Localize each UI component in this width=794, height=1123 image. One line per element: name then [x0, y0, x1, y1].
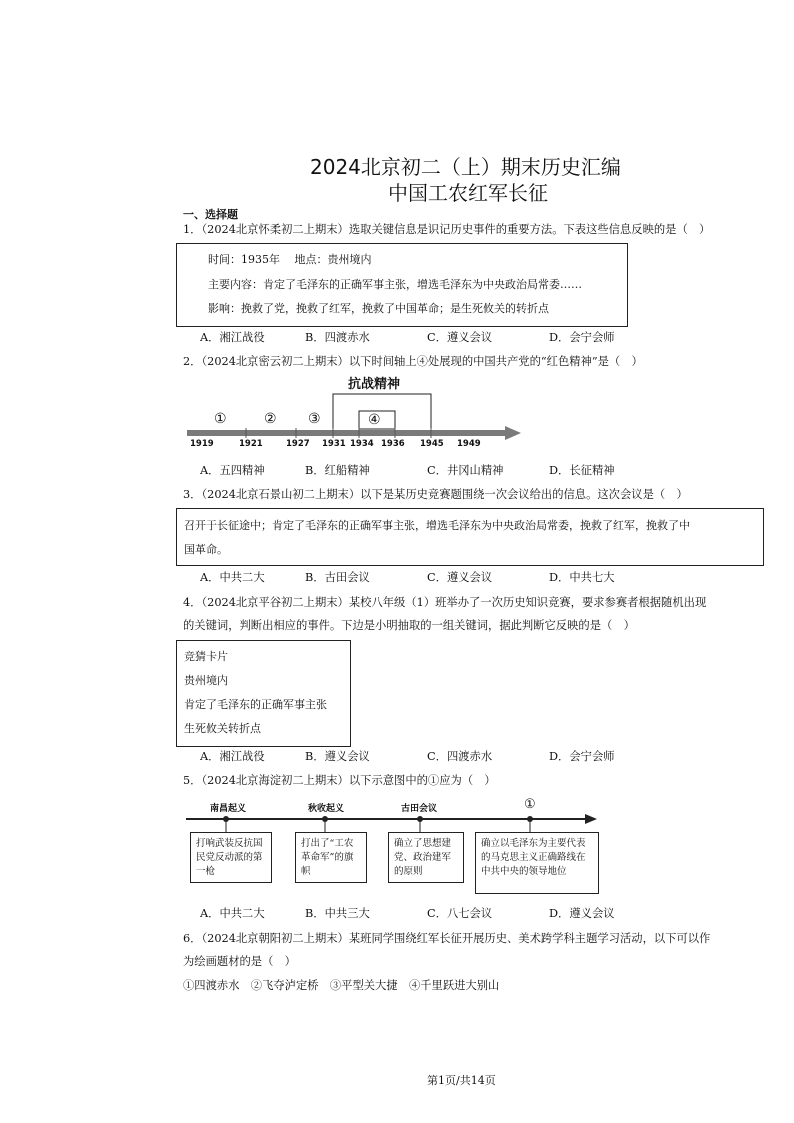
question-5-stem: 5．（2024北京海淀初二上期末）以下示意图中的①应为（ ） [183, 774, 496, 787]
info-line: 时间：1935年 地点：贵州境内 [208, 253, 372, 266]
diagram-box-3: 确立了思想建党、政治建军的原则 [388, 832, 464, 883]
timeline-bracket-label: 抗战精神 [348, 377, 401, 392]
card-line: 生死攸关转折点 [184, 722, 261, 735]
question-6-items: ①四渡赤水 ②飞夺泸定桥 ③平型关大捷 ④千里跃进大别山 [183, 979, 500, 992]
question-3-info-box [176, 508, 764, 566]
diagram-node: ① [524, 797, 536, 812]
option-c[interactable]: C．遵义会议 [427, 331, 493, 344]
info-line: 影响：挽救了党，挽救了红军，挽救了中国革命；是生死攸关的转折点 [208, 302, 549, 315]
question-4-stem-line1: 4．（2024北京平谷初二上期末）某校八年级（1）班举办了一次历史知识竞赛，要求参赛者根据随机出现 [183, 596, 707, 609]
question-4-stem-line2: 的关键词，判断出相应的事件。下边是小明抽取的一组关键词，据此判断它反映的是（ ） [183, 619, 635, 632]
page-title: 2024北京初二（上）期末历史汇编 [310, 155, 621, 179]
question-2-stem: 2．（2024北京密云初二上期末）以下时间轴上④处展现的中国共产党的“红色精神”是（ ） [183, 355, 643, 368]
year-label: 1927 [286, 439, 310, 449]
option-a[interactable]: A．湘江战役 [200, 331, 265, 344]
option-b[interactable]: B．遵义会议 [305, 750, 370, 763]
option-a[interactable]: A．五四精神 [200, 464, 265, 477]
timeline-marker-3: ③ [308, 411, 321, 427]
year-label: 1945 [420, 439, 444, 449]
timeline-marker-2: ② [264, 411, 277, 427]
question-1-stem: 1．（2024北京怀柔初二上期末）选取关键信息是识记历史事件的重要方法。下表这些信息反映的是（ ） [183, 223, 711, 236]
question-3-stem: 3．（2024北京石景山初二上期末）以下是某历史竞赛题围绕一次会议给出的信息。这次会议是（ ） [183, 488, 688, 501]
diagram-node: 秋收起义 [308, 804, 345, 814]
timeline-arrow-shaft [187, 430, 507, 436]
option-c[interactable]: C．八七会议 [427, 907, 493, 920]
timeline-marker-1: ① [214, 411, 227, 427]
option-c[interactable]: C．井冈山精神 [427, 464, 504, 477]
option-d[interactable]: D．长征精神 [549, 464, 615, 477]
year-label: 1934 [350, 439, 374, 449]
page-subtitle: 中国工农红军长征 [388, 181, 548, 205]
year-label: 1936 [381, 439, 405, 449]
option-c[interactable]: C．遵义会议 [427, 571, 493, 584]
question-4-card [176, 640, 351, 747]
card-line: 竞猜卡片 [184, 650, 228, 663]
year-label: 1949 [457, 439, 481, 449]
question-6-stem-line1: 6．（2024北京朝阳初二上期末）某班同学围绕红军长征开展历史、美术跨学科主题学习活动，以下可以作 [183, 932, 711, 945]
option-b[interactable]: B．四渡赤水 [305, 331, 370, 344]
diagram-box-2: 打出了“工农革命军”的旗帜 [295, 832, 367, 883]
option-a[interactable]: A．中共二大 [200, 907, 265, 920]
card-line: 肯定了毛泽东的正确军事主张 [184, 698, 327, 711]
diagram-box-1: 打响武装反抗国民党反动派的第一枪 [190, 832, 272, 883]
page-number: 第1页/共14页 [427, 1074, 496, 1087]
option-d[interactable]: D．会宁会师 [549, 750, 615, 763]
timeline-arrow-head [505, 426, 521, 440]
diagram-box-4: 确立以毛泽东为主要代表的马克思主义正确路线在中共中央的领导地位 [475, 832, 599, 894]
option-d[interactable]: D．遵义会议 [549, 907, 615, 920]
diagram-node: 南昌起义 [210, 804, 247, 814]
question-1-info-box [176, 243, 628, 327]
option-d[interactable]: D．中共七大 [549, 571, 615, 584]
info-line: 召开于长征途中；肯定了毛泽东的正确军事主张，增选毛泽东为中央政治局常委，挽救了红军，挽救了中 [184, 519, 690, 532]
info-line: 主要内容：肯定了毛泽东的正确军事主张，增选毛泽东为中央政治局常委…… [208, 278, 582, 291]
card-line: 贵州境内 [184, 674, 228, 687]
option-b[interactable]: B．中共三大 [305, 907, 370, 920]
timeline-marker-4: ④ [368, 412, 381, 428]
year-label: 1921 [239, 439, 263, 449]
flow-arrow-head [585, 814, 597, 824]
option-b[interactable]: B．红船精神 [305, 464, 370, 477]
year-label: 1931 [322, 439, 346, 449]
question-6-stem-line2: 为绘画题材的是（ ） [183, 955, 296, 968]
section-heading: 一、选择题 [183, 208, 238, 221]
option-c[interactable]: C．四渡赤水 [427, 750, 493, 763]
info-line: 国革命。 [184, 543, 228, 556]
option-a[interactable]: A．湘江战役 [200, 750, 265, 763]
option-a[interactable]: A．中共二大 [200, 571, 265, 584]
option-b[interactable]: B．古田会议 [305, 571, 370, 584]
diagram-node: 古田会议 [401, 804, 438, 814]
option-d[interactable]: D．会宁会师 [549, 331, 615, 344]
year-label: 1919 [190, 439, 214, 449]
